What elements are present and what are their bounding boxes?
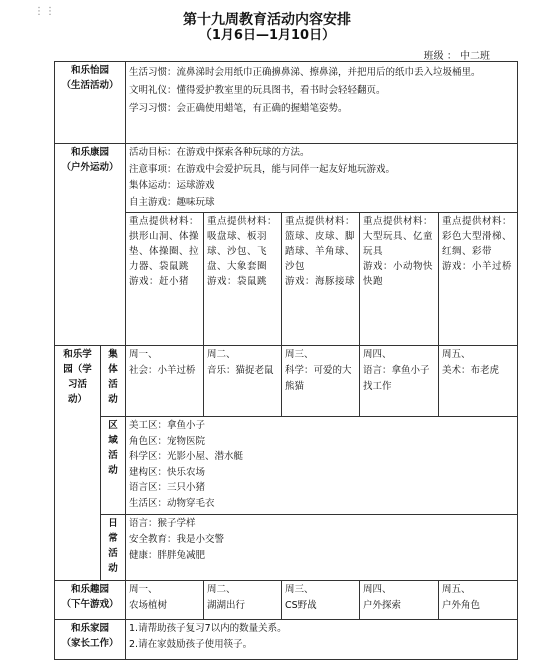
outdoor-day-tue: 重点提供材料：吸盘球、板羽球、沙包、飞盘、大象套圈 游戏：袋鼠跳	[204, 213, 282, 346]
game-section-title: 和乐趣园 （下午游戏）	[55, 581, 126, 620]
area-line: 语言区：三只小猪	[129, 482, 206, 493]
home-row	[55, 620, 518, 660]
outdoor-row	[55, 144, 518, 213]
game-day-wed: 周三、 CS野战	[282, 581, 360, 620]
game-day-fri: 周五、 户外角色	[439, 581, 518, 620]
life-line: 文明礼仪：懂得爱护教室里的玩具图书，看书时会轻轻翻页。	[129, 85, 386, 96]
drag-handle-icon[interactable]: ⋮⋮	[34, 6, 56, 17]
area-line: 科学区：光影小屋、潜水艇	[129, 451, 244, 462]
page-title: 第十九周教育活动内容安排	[183, 12, 351, 28]
home-section-title: 和乐家园 （家长工作）	[55, 620, 126, 660]
outdoor-day-fri: 重点提供材料：彩色大型滑梯、红绸、彩带 游戏：小羊过桥	[439, 213, 518, 346]
area-line: 美工区：拿鱼小子	[129, 420, 206, 431]
page-subtitle: （1月6日—1月10日）	[198, 28, 336, 43]
group-day-fri: 周五、 美术：布老虎	[439, 346, 518, 417]
area-line: 生活区：动物穿毛衣	[129, 497, 215, 509]
group-day-tue: 周二、 音乐：猫捉老鼠	[204, 346, 282, 417]
game-day-mon: 周一、 农场植树	[126, 581, 204, 620]
outdoor-day-thu: 重点提供材料：大型玩具、亿童玩具 游戏：小动物快快跑	[360, 213, 439, 346]
outdoor-day-mon: 重点提供材料：拱形山洞、体操垫、体操圈、拉力器、袋鼠跳 游戏：赶小猪	[126, 213, 204, 346]
daily-line: 语言：猴子学样	[129, 518, 196, 529]
class-label: 班级 ： 中二班	[423, 51, 490, 62]
life-line: 学习习惯：会正确使用蜡笔，有正确的握蜡笔姿势。	[129, 103, 348, 114]
home-line: 2.请在家鼓励孩子使用筷子。	[129, 639, 253, 650]
group-day-mon: 周一、 社会：小羊过桥	[126, 346, 204, 417]
home-line: 1.请帮助孩子复习7以内的数量关系。	[129, 623, 287, 634]
daily-content	[126, 515, 518, 581]
group-activity-label: 集 体 活 动	[101, 346, 126, 417]
outdoor-line: 注意事项：在游戏中会爱护玩具，能与同伴一起友好地玩游戏。	[129, 163, 396, 175]
outdoor-section-title: 和乐康园 （户外运动）	[55, 144, 126, 346]
area-activity-label: 区 域 活 动	[101, 417, 126, 515]
learn-group-row	[55, 346, 518, 417]
daily-line: 健康：胖胖兔减肥	[129, 550, 206, 561]
game-day-thu: 周四、 户外探索	[360, 581, 439, 620]
game-row	[55, 581, 518, 620]
game-day-tue: 周二、 湖湖出行	[204, 581, 282, 620]
area-line: 建构区：快乐农场	[129, 466, 206, 478]
group-day-wed: 周三、 科学：可爱的大熊猫	[282, 346, 360, 417]
daily-activity-label: 日 常 活 动	[101, 515, 126, 581]
outdoor-line: 集体运动：运球游戏	[129, 180, 215, 191]
learn-daily-row	[55, 515, 518, 581]
outdoor-content	[126, 144, 518, 213]
life-section-title: 和乐怡园 （生活活动）	[55, 62, 126, 144]
life-row	[55, 62, 518, 144]
outdoor-line: 自主游戏：趣味玩球	[129, 196, 215, 208]
outdoor-day-wed: 重点提供材料：篮球、皮球、脚踏球、羊角球、沙包 游戏：海豚接球	[282, 213, 360, 346]
area-content	[126, 417, 518, 515]
learn-area-row	[55, 417, 518, 515]
home-content	[126, 620, 518, 660]
learn-section-title: 和乐学 园（学 习活 动）	[55, 346, 101, 581]
schedule-table	[54, 61, 518, 660]
life-content	[126, 62, 518, 144]
outdoor-line: 活动目标：在游戏中探索各种玩球的方法。	[129, 147, 310, 158]
group-day-thu: 周四、 语言：拿鱼小子找工作	[360, 346, 439, 417]
daily-line: 安全教育：我是小交警	[129, 534, 225, 545]
area-line: 角色区：宠物医院	[129, 435, 206, 447]
life-line: 生活习惯：流鼻涕时会用纸巾正确擤鼻涕、擦鼻涕，并把用后的纸巾丢入垃圾桶里。	[129, 67, 481, 78]
